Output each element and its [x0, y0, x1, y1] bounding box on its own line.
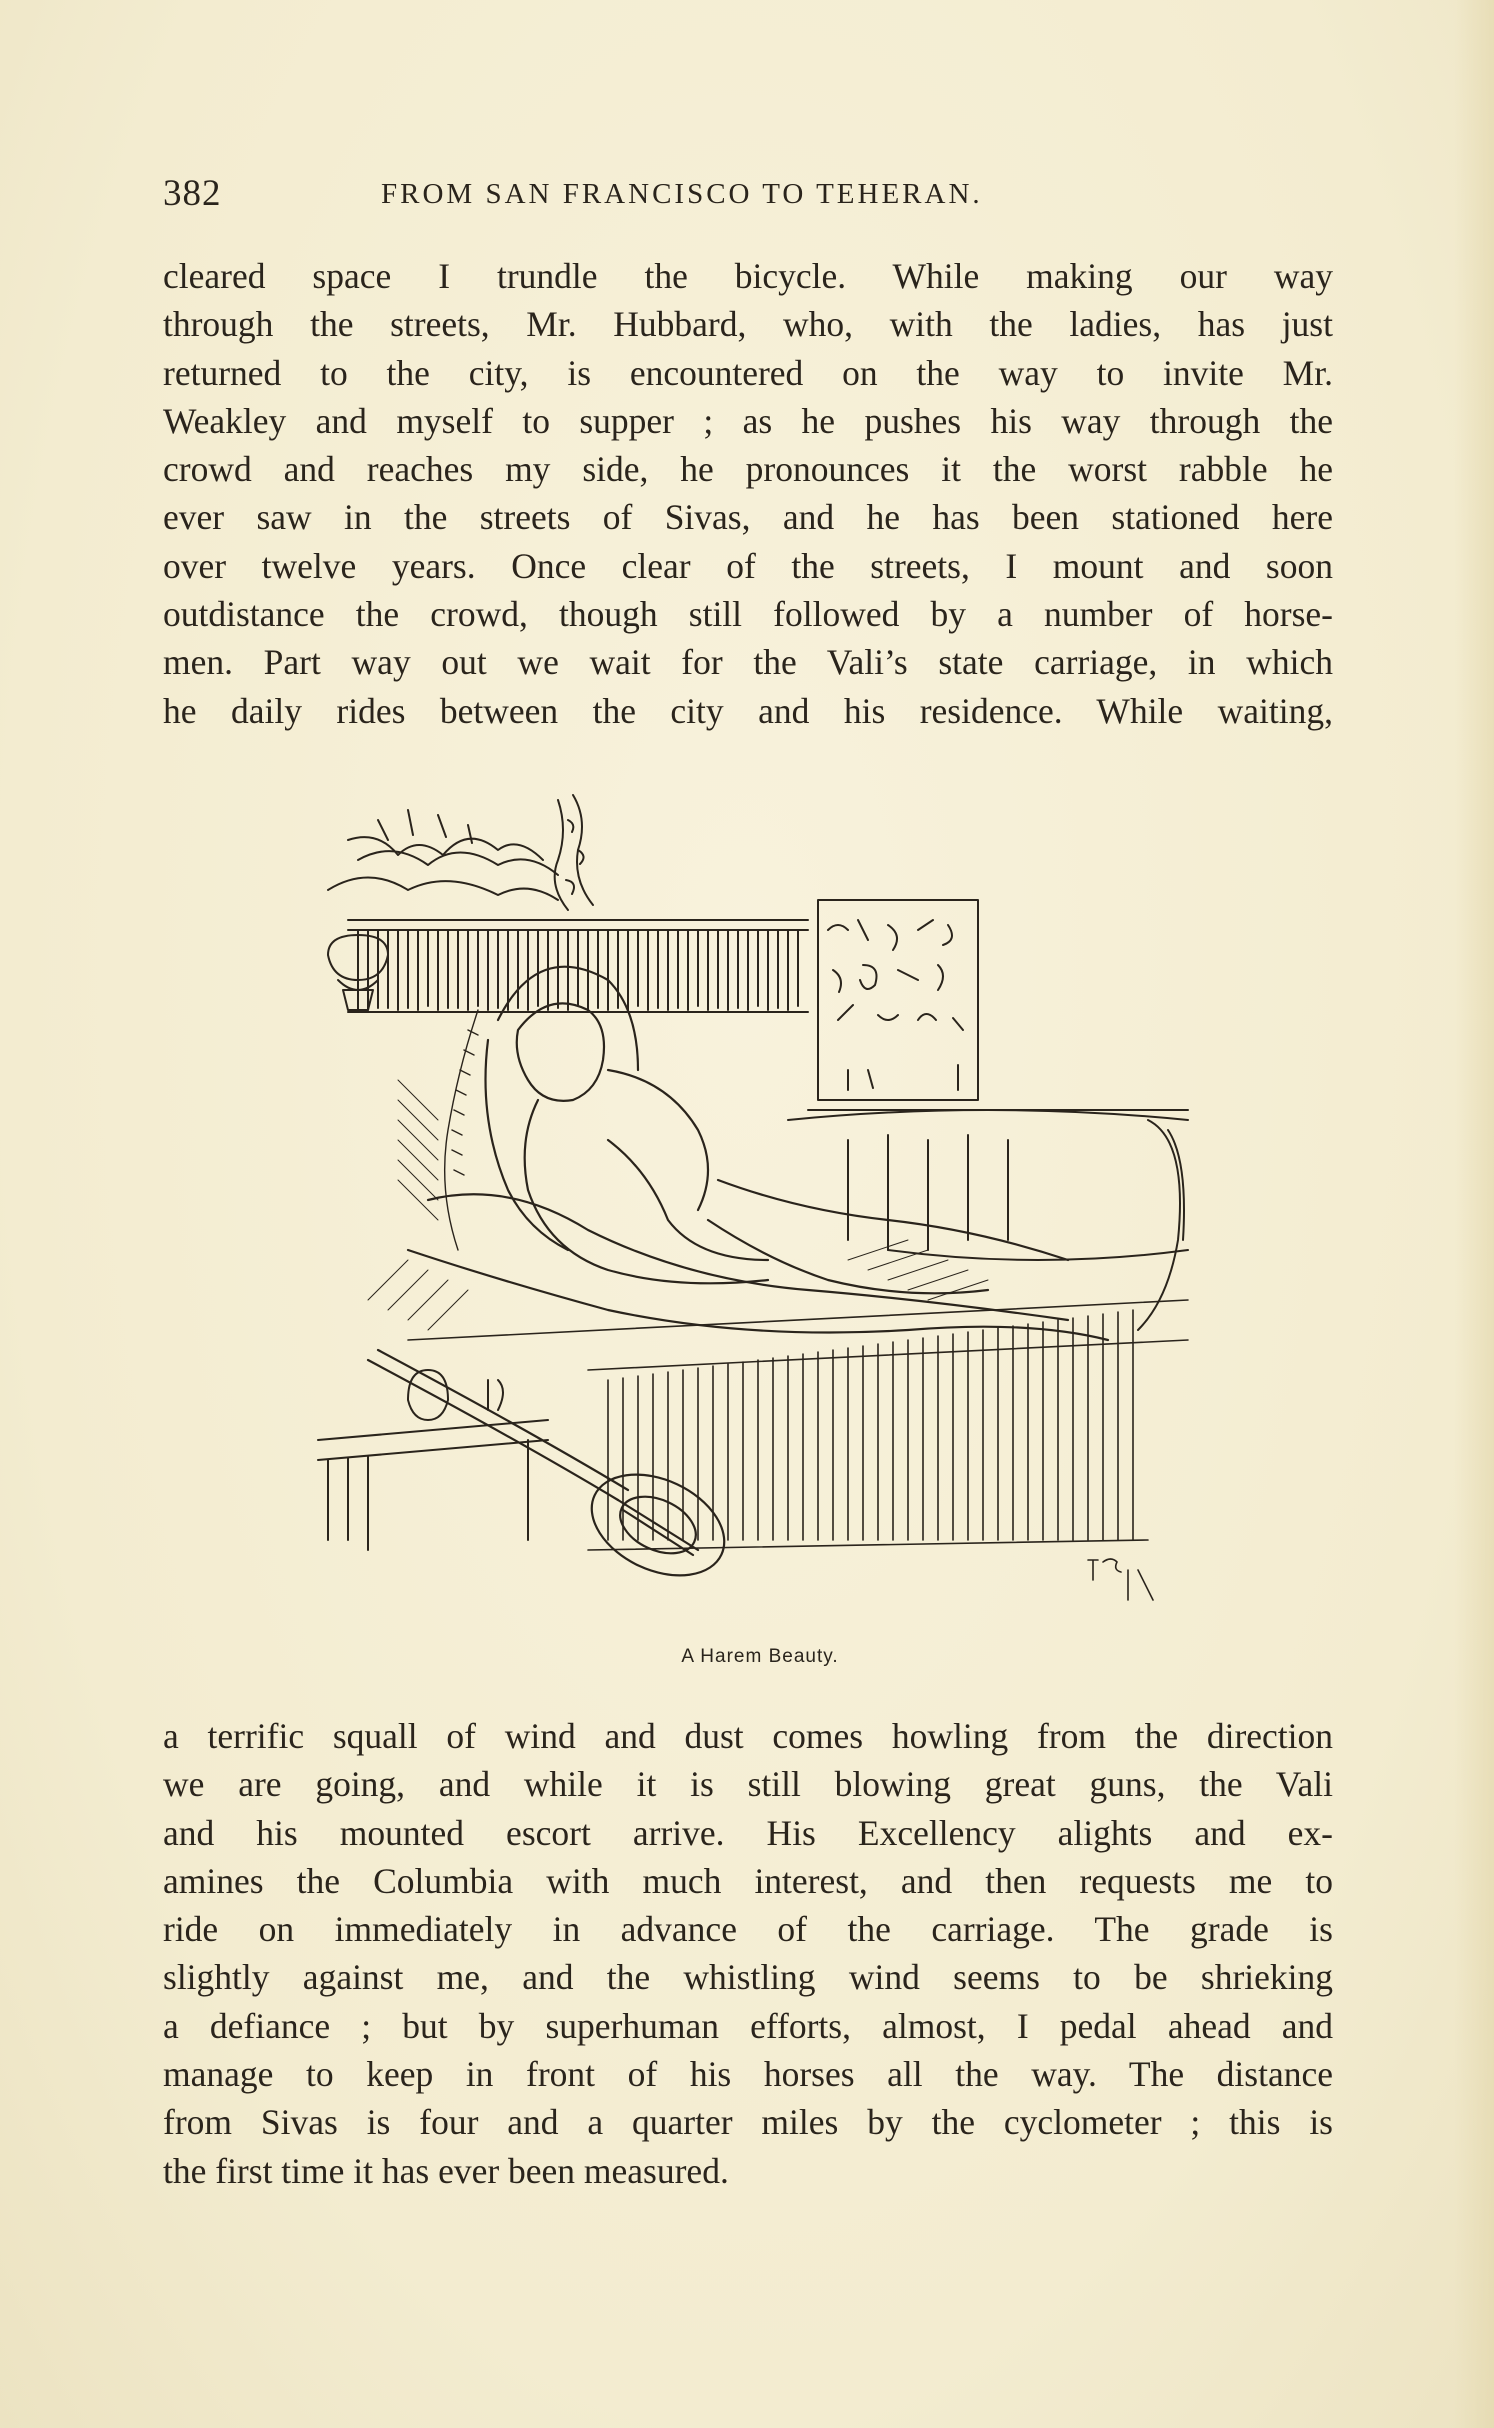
text-line: from Sivas is four and a quarter miles by the cyclometer ; this is [163, 2102, 1333, 2143]
text-line: through the streets, Mr. Hubbard, who, with the ladies, has just [163, 304, 1333, 345]
paragraph-bottom [163, 1712, 1333, 2195]
foliage-sketch [328, 795, 593, 910]
text-line: returned to the city, is encountered on the way to invite Mr. [163, 352, 1333, 393]
text-line: crowd and reaches my side, he pronounces it the worst rabble he [163, 449, 1333, 490]
text-line: Weakley and myself to supper ; as he pushes his way through the [163, 400, 1333, 441]
couch [788, 1110, 1188, 1330]
wall-panel [818, 900, 978, 1100]
text-line: manage to keep in front of his horses all the way. The distance [163, 2054, 1333, 2095]
page-number: 382 [163, 173, 222, 214]
lute [368, 1350, 740, 1595]
text-line: he daily rides between the city and his residence. While waiting, [163, 690, 1333, 731]
text-line: we are going, and while it is still blowing great guns, the Vali [163, 1764, 1333, 1805]
side-table [318, 1370, 548, 1550]
text-line: the first time it has ever been measured. [163, 2150, 729, 2191]
text-line: ever saw in the streets of Sivas, and he has been stationed here [163, 497, 1333, 538]
page-edge-shadow [1454, 0, 1494, 2428]
figure-caption: A Harem Beauty. [681, 1646, 839, 1667]
woman-figure [408, 967, 1108, 1340]
text-line: a defiance ; but by superhuman efforts, almost, I pedal ahead and [163, 2005, 1333, 2046]
cushion-stripes [408, 1300, 1188, 1550]
paragraph-top [163, 252, 1333, 735]
harem-beauty-illustration [288, 780, 1228, 1660]
text-line: men. Part way out we wait for the Vali’s state carriage, in which [163, 642, 1333, 683]
text-line: slightly against me, and the whistling wind seems to be shrieking [163, 1957, 1333, 1998]
text-line: ride on immediately in advance of the carriage. The grade is [163, 1909, 1333, 1950]
running-head: FROM SAN FRANCISCO TO TEHERAN. [381, 178, 983, 210]
text-line: and his mounted escort arrive. His Excellency alights and ex- [163, 1812, 1333, 1853]
text-line: amines the Columbia with much interest, and then requests me to [163, 1860, 1333, 1901]
veil [445, 1010, 478, 1250]
text-line: a terrific squall of wind and dust comes howling from the direction [163, 1716, 1333, 1756]
text-line: over twelve years. Once clear of the streets, I mount and soon [163, 545, 1333, 586]
text-line: cleared space I trundle the bicycle. While making our way [163, 256, 1333, 296]
page-header [163, 172, 1333, 222]
balustrade-top [348, 920, 808, 1012]
engraving-illustration [288, 780, 1228, 1660]
artist-signature-mark [1088, 1559, 1153, 1600]
text-line: outdistance the crowd, though still followed by a number of horse- [163, 594, 1333, 635]
